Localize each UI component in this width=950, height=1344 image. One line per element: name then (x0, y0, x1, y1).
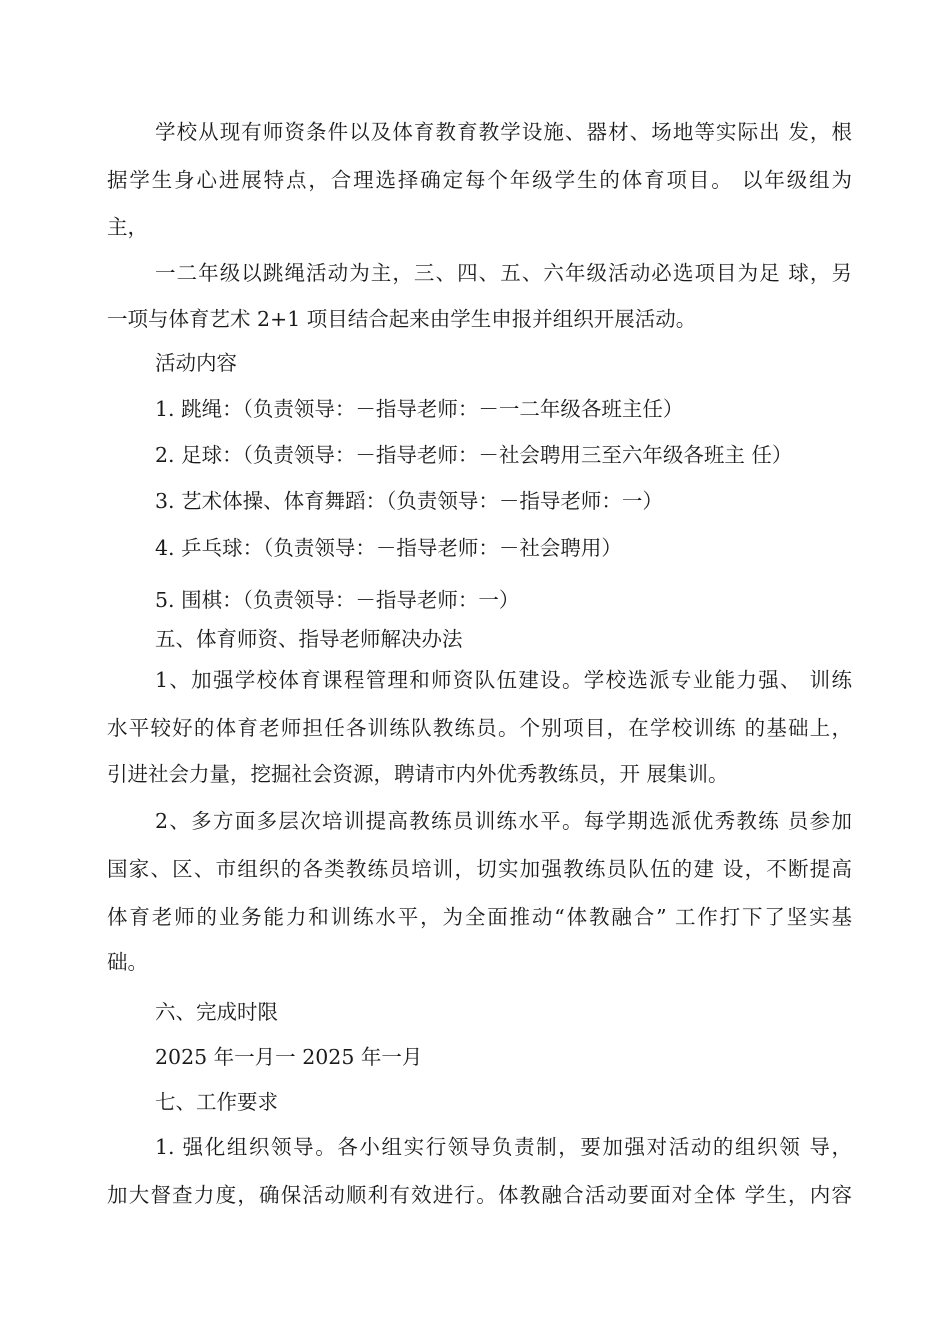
section-heading-6: 六、完成时限 (155, 1000, 278, 1024)
p5-line2: 加大督查力度，确保活动顺利有效进行。体教融合活动要面对全体 学生，内容 (107, 1183, 852, 1207)
p1-line1: 学校从现有师资条件以及体育教育教学设施、器材、场地等实际出 发，根 (155, 120, 852, 144)
activity-item: 2. 足球：（负责领导：－指导老师：－社会聘用三至六年级各班主 任） (155, 443, 793, 467)
p5-line1: 1. 强化组织领导。各小组实行领导负责制，要加强对活动的组织领 导， (155, 1135, 852, 1159)
activity-item: 5. 围棋：（负责领导：－指导老师：一） (155, 588, 520, 612)
activity-item: 4. 乒乓球：（负责领导：－指导老师：－社会聘用） (155, 536, 622, 560)
p4-line1: 2、多方面多层次培训提高教练员训练水平。每学期选派优秀教练 员参加 (155, 809, 852, 833)
section-heading-7: 七、工作要求 (155, 1090, 278, 1114)
p4-line2: 国家、区、市组织的各类教练员培训，切实加强教练员队伍的建 设，不断提高 (107, 857, 852, 881)
deadline-text: 2025 年一月一 2025 年一月 (155, 1045, 423, 1069)
p4-line4: 础。 (107, 950, 148, 974)
p2-line2: 一项与体育艺术 2+1 项目结合起来由学生申报并组织开展活动。 (107, 307, 697, 331)
activity-heading: 活动内容 (155, 351, 237, 375)
p3-line2: 水平较好的体育老师担任各训练队教练员。个别项目，在学校训练 的基础上， (107, 716, 852, 740)
p2-line1: 一二年级以跳绳活动为主，三、四、五、六年级活动必选项目为足 球，另 (155, 261, 852, 285)
activity-item: 1. 跳绳：（负责领导：－指导老师：－一二年级各班主任） (155, 397, 684, 421)
p3-line3: 引进社会力量，挖掘社会资源，聘请市内外优秀教练员，开 展集训。 (107, 762, 729, 786)
p4-line3: 体育老师的业务能力和训练水平，为全面推动“体教融合” 工作打下了坚实基 (107, 905, 852, 929)
p3-line1: 1、加强学校体育课程管理和师资队伍建设。学校选派专业能力强、 训练 (155, 668, 852, 692)
section-heading-5: 五、体育师资、指导老师解决办法 (155, 627, 463, 651)
activity-item: 3. 艺术体操、体育舞蹈：（负责领导：－指导老师：一） (155, 489, 663, 513)
p1-line3: 主， (107, 215, 148, 239)
p1-line2: 据学生身心进展特点，合理选择确定每个年级学生的体育项目。 以年级组为 (107, 168, 852, 192)
